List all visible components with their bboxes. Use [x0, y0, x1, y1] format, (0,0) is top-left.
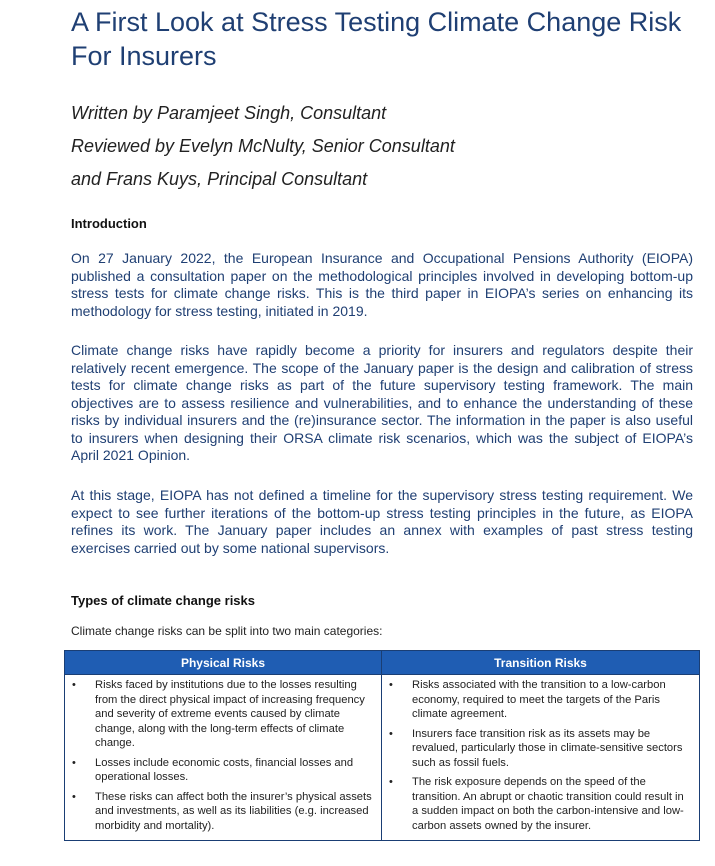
- list-item: [387, 727, 693, 771]
- bullet-icon: •: [389, 727, 393, 740]
- byline-reviewer: Reviewed by Evelyn McNulty, Senior Consultant: [71, 136, 455, 156]
- table-header-row: [65, 651, 700, 675]
- intro-paragraph-1: On 27 January 2022, the European Insurance and Occupational Pensions Authority (EIOPA) published a consultation paper on the methodological principles involved in developing bottom-up stress tests for climate change risks. This is the third paper in EIOPA’s series on enhancing its methodology for stress testing, initiated in 2019.: [71, 250, 693, 319]
- physical-risk-text: Risks faced by institutions due to the losses resulting from the direct physical impact of increasing frequency and severity of extreme events caused by climate change, along with the long-term effects of climate change.: [95, 679, 365, 749]
- physical-risk-text: These risks can affect both the insurer’s physical assets and investments, as well as its liabilities (e.g. increased morbidity and mortality).: [95, 790, 372, 832]
- transition-risk-text: Insurers face transition risk as its assets may be revalued, particularly those in climate-sensitive sectors such as fossil fuels.: [412, 727, 683, 769]
- list-item: [387, 678, 693, 722]
- transition-risk-text: Risks associated with the transition to a low-carbon economy, required to meet the targets of the Paris climate agreement.: [412, 679, 666, 720]
- risk-categories-table: [64, 650, 700, 841]
- list-item: [70, 678, 375, 751]
- list-item: [70, 790, 375, 834]
- introduction-heading: Introduction: [71, 216, 147, 231]
- physical-risk-text: Losses include economic costs, financial losses and operational losses.: [95, 756, 354, 783]
- types-intro-text: Climate change risks can be split into two main categories:: [71, 624, 383, 638]
- list-item: [70, 756, 375, 785]
- types-heading: Types of climate change risks: [71, 593, 255, 608]
- bullet-icon: •: [72, 790, 76, 803]
- byline-author: Written by Paramjeet Singh, Consultant: [71, 103, 387, 123]
- physical-risks-cell: [65, 675, 382, 841]
- table-row: [65, 675, 700, 841]
- article-title: A First Look at Stress Testing Climate Change Risk For Insurers: [71, 7, 682, 71]
- bullet-icon: •: [72, 756, 76, 769]
- byline-principal: and Frans Kuys, Principal Consultant: [71, 169, 368, 189]
- bullet-icon: •: [389, 679, 393, 691]
- physical-risks-header: Physical Risks: [65, 651, 382, 675]
- transition-risk-text: The risk exposure depends on the speed of the transition. An abrupt or chaotic transition could result in a sudden impact on both the carbon-intensive and low-carbon assets owned by the insurer.: [412, 776, 684, 832]
- transition-risks-header: Transition Risks: [382, 651, 700, 675]
- intro-paragraph-2: Climate change risks have rapidly become a priority for insurers and regulators despite their relatively recent emergence. The scope of the January paper is the design and calibration of stress tests for climate change risks as part of the future supervisory testing framework. The main objectives are to assess resilience and vulnerabilities, and to enhance the understanding of these risks by individual insurers and the (re)insurance sector. The information in the paper is also useful to insurers when designing their ORSA climate risk scenarios, which was the subject of EIOPA’s April 2021 Opinion.: [71, 342, 693, 463]
- physical-risks-list: [70, 678, 375, 833]
- transition-risks-list: [387, 678, 693, 833]
- transition-risks-cell: [382, 675, 700, 841]
- intro-paragraph-3: At this stage, EIOPA has not defined a timeline for the supervisory stress testing requirement. We expect to see further iterations of the bottom-up stress testing principles in the future, as EIOPA refines its work. The January paper includes an annex with examples of past stress testing exercises carried out by some national supervisors.: [71, 487, 693, 556]
- bullet-icon: •: [389, 776, 393, 788]
- list-item: [387, 775, 693, 833]
- bullet-icon: •: [72, 679, 76, 691]
